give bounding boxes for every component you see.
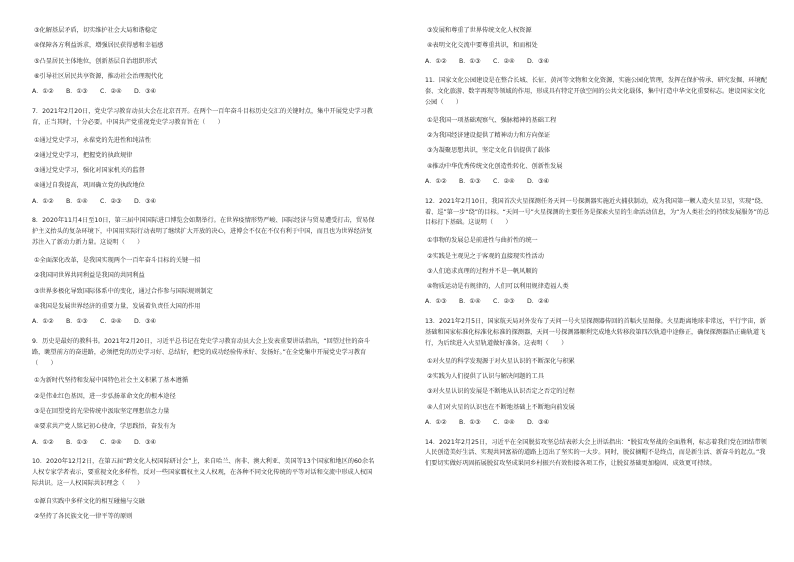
question-9 (32, 337, 378, 446)
question-8 (32, 216, 378, 325)
question-11 (425, 76, 771, 185)
answer-choices (425, 179, 771, 185)
option: ②坚持了各民族文化一律平等的原则 (34, 513, 133, 521)
option: ③对火星认识的发展是不断地从认识否定之否定的过程 (427, 388, 575, 396)
answer-choices (32, 440, 378, 446)
answer-c: C．②④ (493, 418, 515, 426)
option: ④通过自我提高，巩固确立党的执政地位 (34, 182, 145, 190)
option: ③为凝聚思想共识，坚定文化自信提供了载体 (427, 147, 551, 155)
answer-c: C．②④ (100, 88, 122, 96)
question-7 (32, 107, 378, 205)
answer-b: B．①③ (459, 57, 481, 65)
option: ④我国是发展世界经济的重要力量，发展着负责任大国的作用 (34, 302, 201, 310)
answer-c: C．②③ (493, 298, 515, 306)
option: ②实践是主观见之于客观的直接现实性活动 (427, 252, 544, 260)
question-13 (425, 317, 771, 426)
question-text: 7．2021年2月20日，党史学习教育动员大会在北京召开。在两个一百年奋斗目标历史交汇的关键时点，集中开展党史学习教育，正当其时，十分必要。中国共产党重视党史学习教育旨在（ ） (32, 107, 373, 126)
answer-a: A．①③ (425, 298, 447, 306)
right-block1 (425, 28, 771, 65)
option: ④推动中华优秀传统文化创造性转化、创新性发展 (427, 162, 563, 170)
answer-b: B．①③ (66, 318, 88, 326)
answer-a: A．①② (32, 438, 54, 446)
answer-d: D．③④ (134, 197, 157, 205)
answer-choices (32, 89, 378, 95)
option: ④保障各方利益诉求，增强居民获得感和幸福感 (34, 42, 164, 50)
question-text: 9．历史是最好的教科书。2021年2月20日，习近平总书记在党史学习教育动员大会上发表重要讲话指出，“回望过往的奋斗路，眺望前方的奋进路，必须把党的历史学习好、总结好，把党的成功经验传承好、发扬好。”在全党集中开展党史学习教育（ ） (32, 337, 370, 367)
question-text: 8．2020年11月4日至10日，第三届中国国际进口博览会如期举行。在世界疫情形势严峻、国际经济与贸易遭受打击，贸易保护主义抬头的复杂环境下，中国用实际行动表明了继续扩大开放的决心，进博会不仅在不仅有利于中国，而且也为世界经济复苏注入了新动力新力量。这说明（ ） (32, 217, 375, 247)
option: ①对火星的科学发现源于对火星认识的不断深化与积累 (427, 357, 575, 365)
option: ④物质运动是有规律的，人们可以利用规律造福人类 (427, 283, 569, 291)
option: ②是伟业红色基因，进一步弘扬革命文化的根本途径 (34, 392, 176, 400)
answer-d: D．②④ (527, 298, 550, 306)
answer-d: D．③④ (527, 57, 550, 65)
answer-a: A．①② (425, 418, 447, 426)
answer-d: D．③④ (134, 88, 157, 96)
answer-b: B．①③ (459, 178, 481, 186)
answer-a: A．①② (32, 197, 54, 205)
question-14 (425, 438, 771, 471)
option: ⑥引导社区居民共享资源，推动社会治理现代化 (34, 72, 164, 80)
option: ①全面深化改革，是我国实现两个一百年奋斗目标的关键一招 (34, 257, 201, 264)
answer-c: C．②④ (100, 318, 122, 326)
question-10 (32, 457, 378, 520)
option: ③是在回望党的光荣传统中汲取坚定理想信念力量 (34, 408, 170, 416)
answer-c: C．②④ (100, 438, 122, 446)
answer-b: B．①③ (459, 418, 481, 426)
right-column (425, 28, 771, 479)
question-text: 11．国家文化公园建设是在整合长城、长征、黄河等文物和文化资源，实施公园化管理，发挥在保护传承、研究发掘、环境配套、文化旅游、数字再现等领域的作用，形成具有特定开放空间的公共文化载体，集中打造中华文化重要标志。建设国家文化公园（ ） (425, 77, 767, 106)
answer-choices (425, 420, 771, 426)
question-text: 13．2021年2月5日，国家航天局对外发布了天问一号火星探测器传回的首幅火星图像。火星距离地球非常远，平行宇宙，新基础和国家标准化标准化标准的探测器，天问一号探测器顺利完成地火转移段第四次轨道中途修正，确保探测器沿正确轨道飞行，为后续进入火星轨道做好准备。这表明（ ） (425, 318, 766, 347)
answer-c: C．②③ (100, 197, 122, 205)
answer-a: A．①② (32, 88, 54, 96)
option: ②我国同世界共同利益是我国的共同利益 (34, 272, 145, 280)
option: ③化解基层矛盾，切实维护社会大局和谐稳定 (34, 27, 158, 34)
question-text: 12．2021年2月10日，我国首次火星探测任务天问一号探测器实施近火捕获制动，成为我国第一颗人造火星卫星，实现“绕、着、巡”第一步“绕”的目标。“天问一号”火星探测的主要任务是探索火星的生命活动信息，为“为人类社会的持续发展服务”的总目标打下基础。这说明（ ） (425, 197, 770, 227)
answer-choices (32, 199, 378, 205)
option: ②实践为人们提供了认识与解决问题的工具 (427, 372, 544, 380)
question-text: 10．2020年12月2日，在第五届“跨文化人权国际研讨会”上，来自哈兰、南非、澳大利亚、美国等13个国家和地区的60余名人权专家学者表示，要重视文化多样性，反对一些国家霸权主义人权观，在各种不同文化传统的平等对话和交流中形成人权国际共识。这一人权国际共识理念（ ） (32, 458, 375, 487)
option: ①为新时代坚持和发展中国特色社会主义积累了基本遵循 (34, 377, 189, 385)
left-column (32, 28, 378, 529)
option: ④人们对火星的认识也在不断地基础上不断地向前发展 (427, 403, 575, 411)
left-block1 (32, 28, 378, 95)
answer-a: A．①② (425, 57, 447, 65)
answer-d: D．③④ (134, 438, 157, 446)
answer-b: B．①④ (66, 197, 88, 205)
answer-choices (425, 59, 771, 65)
option: ⑤凸显居民主体地位，创新基层自治组织形式 (34, 57, 158, 65)
question-text: 14．2021年2月25日，习近平在全国脱贫攻坚总结表彰大会上讲话指出：“脱贫攻坚战的全面胜利，标志着我们党在团结带领人民创造美好生活、实现共同富裕的道路上迈出了坚实的一大步。同时，脱贫摘帽不是终点，而是新生活、新奋斗的起点。”我们要切实做好巩固拓展脱贫攻坚成果同乡村振兴有效衔接各项工作，让脱贫基础更加稳固、成效更可持续。 (425, 438, 767, 468)
option: ①源自实践中多样文化的相互碰撞与交融 (34, 497, 145, 505)
option: ③通过党史学习，强化对国家机关的监督 (34, 167, 145, 175)
answer-d: D．③④ (134, 318, 157, 326)
answer-c: C．②④ (493, 178, 515, 186)
option: ①事物的发展总是前进性与曲折性的统一 (427, 237, 538, 245)
question-12 (425, 197, 771, 306)
answer-b: B．①③ (66, 88, 88, 96)
answer-choices (425, 299, 771, 305)
answer-b: B．①④ (459, 298, 481, 306)
answer-d: D．③④ (527, 178, 550, 186)
answer-a: A．①② (32, 318, 54, 326)
answer-choices (32, 319, 378, 325)
option: ①是我国一项基础观察气、强脉精神的基础工程 (427, 116, 557, 124)
option: ②通过党史学习，把握党的执政规律 (34, 151, 133, 159)
option: ③世界多极化导致国际体系中的变化，通过合作参与国际规则制定 (34, 287, 213, 295)
answer-b: B．①③ (66, 438, 88, 446)
option: ②为我国经济建设提供了精神动力和方向保证 (427, 132, 551, 140)
option: ④要求共产党人铭记初心使命，学思践悟，奋发有为 (34, 423, 176, 431)
answer-a: A．①② (425, 178, 447, 186)
option: ③发展和尊重了世界传统文化人权资源 (427, 27, 532, 34)
answer-d: D．③④ (527, 418, 550, 426)
option: ③人们追求真理的过程并不是一帆风顺的 (427, 267, 538, 275)
option: ④表明文化交流中要尊重共识，和而相处 (427, 42, 538, 50)
answer-c: C．②④ (493, 57, 515, 65)
option: ①通过党史学习，永葆党的先进性和纯洁性 (34, 136, 151, 144)
